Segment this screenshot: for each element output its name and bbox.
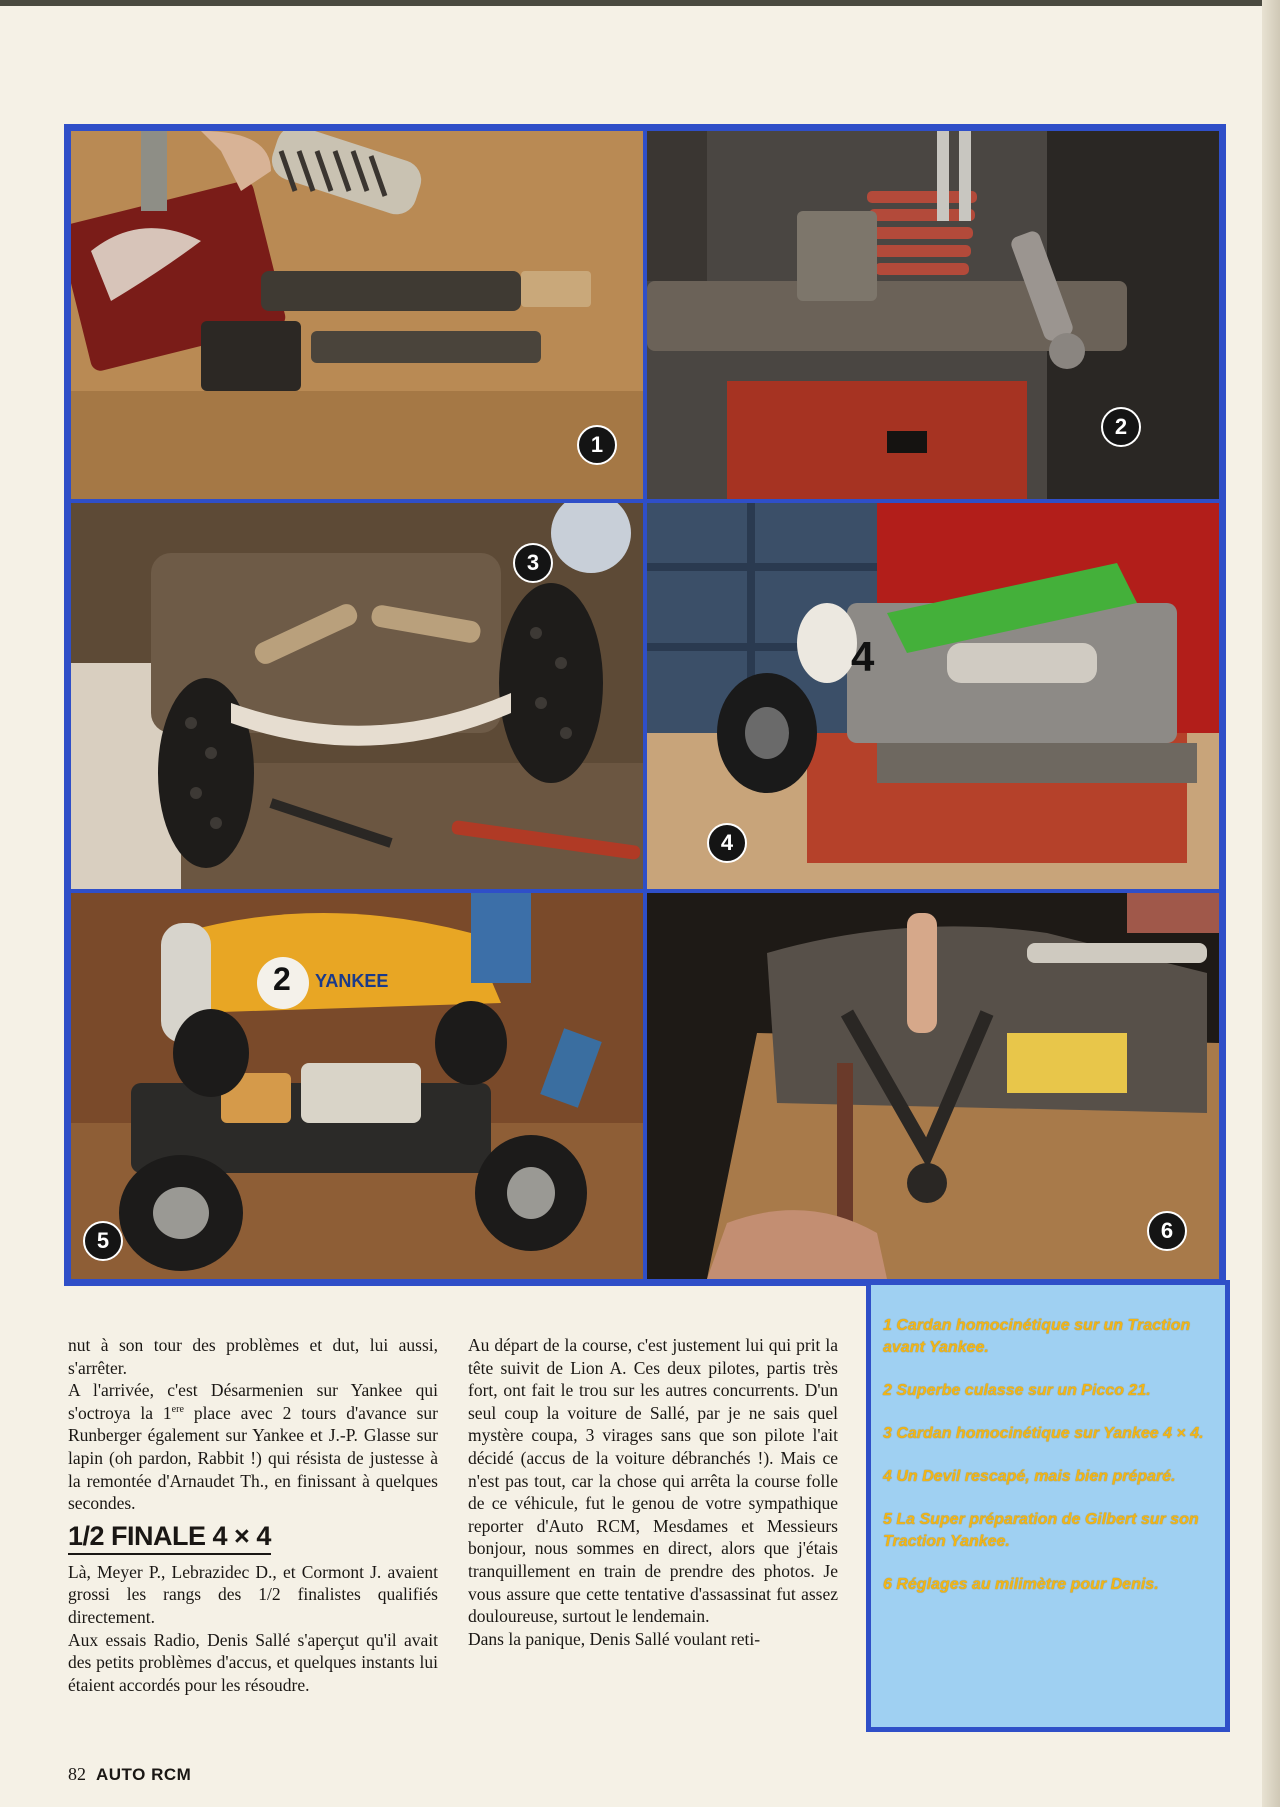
photo-3-cardan-yankee-4x4 [71,503,643,889]
photo-4-number-badge: 4 [707,823,747,863]
section-heading-half-final: 1/2 FINALE 4 × 4 [68,1519,271,1555]
col1-paragraph-3: Là, Meyer P., Lebrazidec D., et Cormont J. avaient grossi les rangs des 1/2 finalistes qualifiés directement. [68,1561,438,1627]
col1-paragraph-2 [68,1379,438,1515]
caption-2: 2 Superbe culasse sur un Picco 21. [883,1382,1151,1399]
photo-5-image [71,893,643,1279]
publication-name: AUTO RCM [96,1765,192,1784]
caption-1: 1 Cardan homocinétique sur un Traction avant Yankee. [883,1317,1191,1356]
page-footer [68,1764,191,1785]
photo-2-picco-cylinder-head [647,131,1219,499]
col1-superscript: ere [171,1403,184,1415]
page-binding-edge [1262,0,1280,1807]
col1-paragraph-2-part-a: A l'arrivée, c'est Désarmenien sur Yankee qui s'octroya la 1 [68,1380,438,1423]
photo-4-devil-car [647,503,1219,889]
page-top-edge [0,0,1280,6]
photo-6-image [647,893,1219,1279]
caption-6: 6 Réglages au milimètre pour Denis. [883,1576,1159,1593]
photo-3-image [71,503,643,889]
photo-2-image [647,131,1219,499]
col2-paragraph-2: Dans la panique, Denis Sallé voulant reti- [468,1628,761,1649]
col1-paragraph-2-part-b: place avec 2 tours d'avance sur Runberger également sur Yankee et J.-P. Glasse sur lapin (oh pardon, Rabbit !) qui résista de justesse à la remontée d'Arnaudet Th., en finissant à quelques secondes. [68,1402,438,1514]
col2-paragraph-1: Au départ de la course, c'est justement lui qui prit la tête suivit de Lion A. Ces deux pilotes, partis très fort, ont fait le trou sur les autres concurrents. D'un seul coup la voiture de Sallé, par je ne sais quel mystère coupa, 3 virages sans que son pilote l'ait décidé (accus de la voiture débranchés !). Mais ce n'est pas tout, car la chose qui arrêta la course folle de ce véhicule, fut le genou de votre sympathique reporter d'Auto RCM, Mesdames et Messieurs bonjour, nous sommes en direct, alors que j'étais tranquillement en train de prendre des photos. Je vous assure que cette tentative d'assassinat fut assez douloureuse, surtout le lendemain. [468,1335,838,1627]
photo-5-car-number-label: 2 [273,961,291,997]
caption-4: 4 Un Devil rescapé, mais bien préparé. [883,1468,1176,1485]
page-number: 82 [68,1764,86,1784]
photo-5-gilbert-traction-yankee [71,893,643,1279]
text-column-2 [468,1334,838,1650]
photo-3-number-badge: 3 [513,543,553,583]
photo-2-number-badge: 2 [1101,407,1141,447]
caption-5: 5 La Super préparation de Gilbert sur son Traction Yankee. [883,1511,1199,1550]
caption-3: 3 Cardan homocinétique sur Yankee 4 × 4. [883,1425,1204,1442]
photo-captions-box [866,1280,1230,1732]
photo-6-denis-adjustments [647,893,1219,1279]
photo-1-cardan-yankee [71,131,643,499]
photo-5-body-brand-label: YANKEE [315,971,389,991]
col1-paragraph-1: nut à son tour des problèmes et dut, lui aussi, s'arrêter. [68,1335,438,1378]
text-column-1 [68,1334,438,1696]
photo-1-number-badge: 1 [577,425,617,465]
photo-1-image [71,131,643,499]
photo-4-car-number-label: 4 [851,633,875,680]
photo-6-number-badge: 6 [1147,1211,1187,1251]
photo-grid [64,124,1226,1286]
photo-5-number-badge: 5 [83,1221,123,1261]
col1-paragraph-4: Aux essais Radio, Denis Sallé s'aperçut qu'il avait des petits problèmes d'accus, et quelques instants lui étaient accordés pour les résoudre. [68,1629,438,1695]
